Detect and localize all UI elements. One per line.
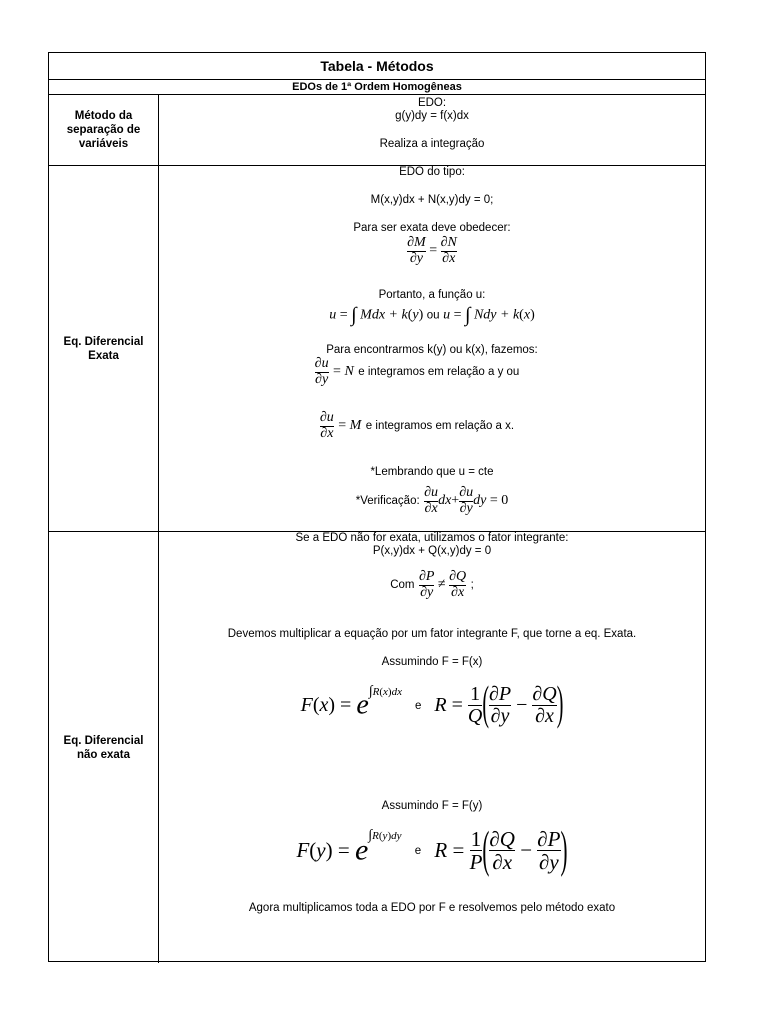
label-nao-exata [49,532,159,963]
exata-ou: ou [426,309,440,322]
frac-du-dx-ver: $\frac{\partial u}{\partial x}$ [424,485,439,516]
exactness-condition: $\frac{\partial M}{\partial y}$ = $\frac{\partial N}{\partial x}$ [407,235,457,266]
content-nao-exata [159,532,705,963]
label-exata-text: Eq. Diferencial Exata [63,335,144,362]
row-nao-exata [49,532,705,963]
label-exata [49,166,159,531]
verification-formula: *Verificação: $\frac{\partial u}{\partial x}$ dx+ $\frac{\partial u}{\partial y}$ dy = 0 [355,485,509,516]
exata-verificacao: *Verificação: [355,495,420,508]
frac-dP-dy-3: $\frac{\partial P}{\partial y}$ [537,827,561,875]
frac-du-dx: $\frac{\partial u}{\partial x}$ [319,410,334,441]
frac-1-P: $\frac{1}{P}$ [469,827,483,875]
frac-dQ-dx: $\frac{\partial Q}{\partial x}$ [449,569,467,600]
exata-edo-tipo: EDO do tipo: [399,166,465,178]
factor-Fx-formula: $F(x) = e^{\int R(x)dx}$ e R = $\frac{1}{Q}$ ( $\frac{\partial P}{\partial y}$ − $\frac{\partial Q}{\partial x}$ ) [300,677,564,731]
exata-portanto: Portanto, a função u: [378,289,486,301]
frac-1-Q: $\frac{1}{Q}$ [467,683,483,727]
nao-exata-equacao: P(x,y)dx + Q(x,y)dy = 0 [372,545,492,557]
nao-exata-assumindo-x: Assumindo F = F(x) [381,656,483,668]
frac-dP-dy-2: $\frac{\partial P}{\partial y}$ [489,683,512,727]
frac-dP-dy: $\frac{\partial P}{\partial y}$ [418,569,435,600]
exata-lembrando: *Lembrando que u = cte [370,466,494,478]
content-separacao [159,95,705,165]
du-dx-step: $\frac{\partial u}{\partial x}$ = M e integramos em relação a x. [319,410,515,441]
du-dy-step: $\frac{\partial u}{\partial y}$ = N e integramos em relação a y ou [314,356,520,387]
frac-du-dy-ver: $\frac{\partial u}{\partial y}$ [459,485,474,516]
frac-dQ-dx-3: $\frac{\partial Q}{\partial x}$ [489,827,515,875]
exata-para-encontrarmos: Para encontrarmos k(y) ou k(x), fazemos: [326,344,538,356]
content-exata [159,166,705,531]
table-title: Tabela - Métodos [320,58,434,74]
label-separacao [49,95,159,165]
sep-integracao: Realiza a integração [379,138,485,150]
nao-exata-agora: Agora multiplicamos toda a EDO por F e resolvemos pelo método exato [248,902,616,914]
exata-para-ser: Para ser exata deve obedecer: [353,222,511,234]
subtitle-row [49,80,705,95]
label-nao-exata-text: Eq. Diferencial não exata [63,734,144,761]
exata-integramos-y: e integramos em relação a y ou [358,366,520,379]
condition-dP-dQ: Com $\frac{\partial P}{\partial y}$ ≠ $\frac{\partial Q}{\partial x}$ ; [390,569,474,600]
row-exata [49,166,705,532]
frac-dQ-dx-2: $\frac{\partial Q}{\partial x}$ [532,683,557,727]
methods-table [48,52,706,962]
nao-exata-com: Com [390,579,415,592]
label-separacao-text: Método da separação de variáveis [66,110,141,150]
sep-equation: g(y)dy = f(x)dx [395,110,469,122]
exata-integramos-x: e integramos em relação a x. [365,420,515,433]
nao-exata-e-2: e [414,844,422,857]
frac-dN-dx: $\frac{\partial N}{\partial x}$ [440,235,457,266]
sep-edo-label: EDO: [417,97,447,109]
exata-equacao: M(x,y)dx + N(x,y)dy = 0; [370,194,494,206]
factor-Fy-formula: $F(y) = e^{\int R(y)dy}$ e R = $\frac{1}{P}$ ( $\frac{\partial Q}{\partial x}$ − $\frac{\partial P}{\partial y}$ ) [296,820,568,879]
nao-exata-devemos: Devemos multiplicar a equação por um fator integrante F, que torne a eq. Exata. [227,628,637,640]
nao-exata-intro: Se a EDO não for exata, utilizamos o fator integrante: [295,532,569,544]
u-function-formula: u = ∫ Mdx + k(y) ou u = ∫ Ndy + k(x) [329,304,535,326]
row-separacao [49,95,705,166]
title-row [49,53,705,80]
nao-exata-e-1: e [414,699,422,712]
nao-exata-assumindo-y: Assumindo F = F(y) [381,800,483,812]
frac-du-dy: $\frac{\partial u}{\partial y}$ [314,356,329,387]
table-subtitle: EDOs de 1ª Ordem Homogêneas [292,81,462,93]
frac-dM-dy: $\frac{\partial M}{\partial y}$ [407,235,426,266]
